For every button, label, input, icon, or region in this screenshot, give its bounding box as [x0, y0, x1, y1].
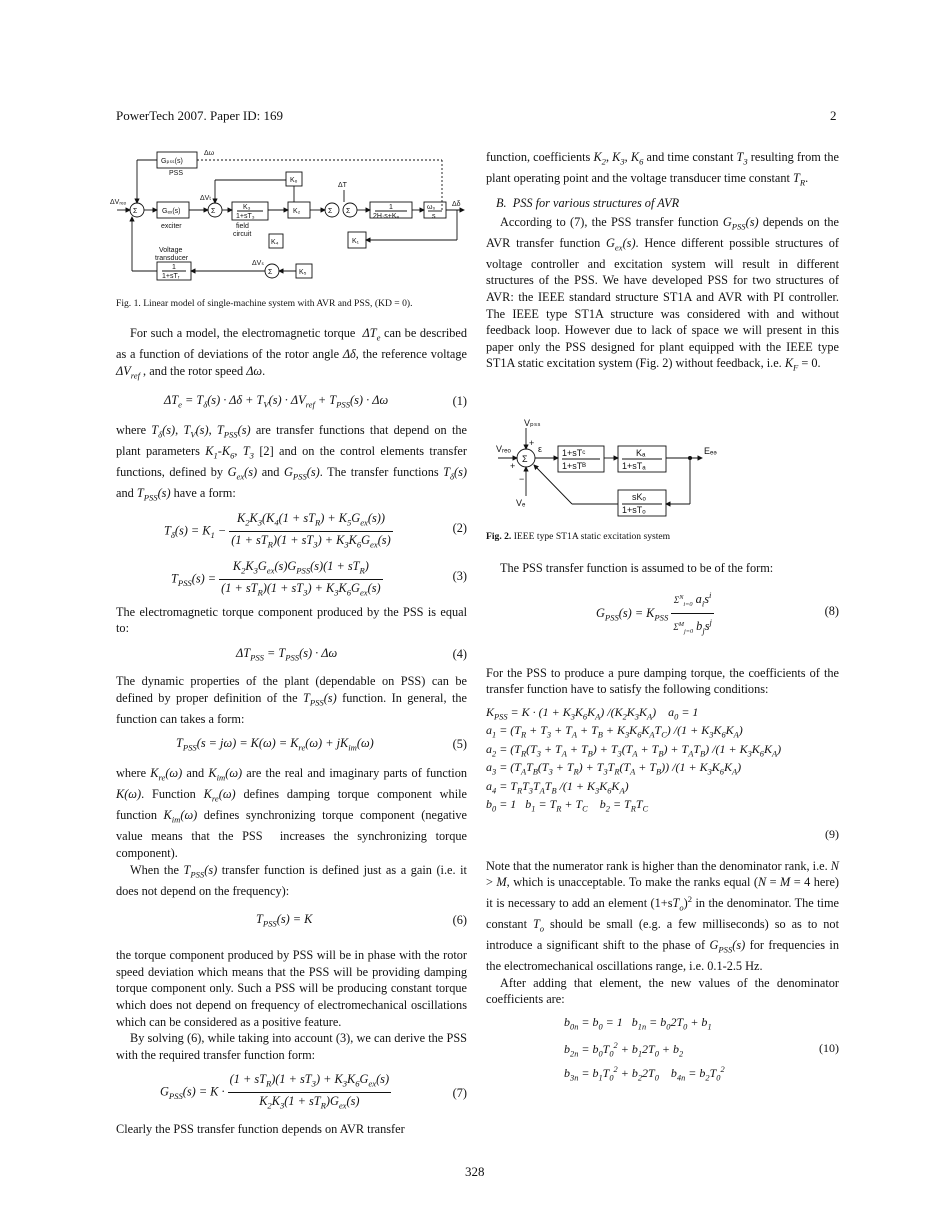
fig1-label-k5: K₅ — [299, 269, 307, 276]
fig1-label-circuit: circuit — [233, 231, 252, 238]
fig2-label-kaden: 1+sTₐ — [622, 461, 646, 471]
paragraph: Clearly the PSS transfer function depends on AVR transfer — [116, 1122, 405, 1137]
fig2-label-lead1: 1+sTᶜ — [562, 448, 586, 458]
section-heading: B. PSS for various structures of AVR — [496, 196, 680, 211]
fig2-label-lead1den: 1+sTᴮ — [562, 461, 586, 471]
paragraph: For the PSS to produce a pure damping torque, the coefficients of the transfer function have to satisfy the following conditions: — [486, 665, 839, 697]
fig1-label-k3: K₃ — [243, 204, 251, 211]
paragraph: Note that the numerator rank is higher than the denominator rank, i.e. N > M, which is unacceptable. To make the ranks equal (N = M = 4 here) it is necessary to add an element $(1+sT_o)^2$ in the denominator. The time constant $T_o$ should be small (e.g. a few milliseconds) so as to not introduce a significant shift to the phase of $G_{PSS}(s)$ for frequencies in the electromechanical oscillations range, i.e. 0.1-2.5 Hz. — [486, 858, 839, 974]
paragraph: The PSS transfer function is assumed to be of the form: — [500, 561, 774, 575]
fig2-eps: ε — [538, 444, 543, 454]
equation-10: $b_{0n} = b_0 = 1$ $b_{1n} = b_02T_0 + b_1$ $b_{2n} = b_0T_0^2 + b_12T_0 + b_2$ $b_{3n} = b_1T_0^2 + b_22T_0$ $b_{4n} = b_2T_0^2$ (10) — [564, 1014, 839, 1083]
fig1-label-trans1: 1 — [172, 264, 176, 271]
fig1-label-mech: 1 — [389, 204, 393, 211]
paragraph: According to (7), the PSS transfer function $G_{PSS}(s)$ depends on the AVR transfer function $G_{ex}(s)$. Hence different possible structures of voltage controller and excitation system will result in different structures of the PSS. We have developed PSS for two structures of AVR: the IEEE standard structure ST1A and AVR with PI controller. The IEEE type ST1A structure was considered with and without feedback loop. However due to lack of space we will present in this paper only the PSS designed for plant equipped with the IEEE type ST1A static excitation system (Fig. 2) without feedback, i.e. $K_F = 0$. — [486, 214, 839, 373]
fig1-label-transden: 1+sTᵣ — [162, 273, 180, 280]
fig2-label-vpss: Vₚₛₛ — [524, 418, 541, 428]
right-column — [486, 149, 839, 376]
equation-8: $G_{PSS}(s) = K_{PSS}$ $\frac{\Sigma^N_{i=0} a_is^i}{\Sigma^M_{j=0} b_js^j}$ (8) — [486, 577, 839, 665]
fig1-label-field: field — [236, 223, 249, 230]
fig2-plus1: + — [529, 438, 535, 448]
page-number-header: 2 — [830, 108, 837, 123]
fig1-label-k1: K₁ — [352, 238, 360, 245]
fig2-sum: Σ — [522, 454, 528, 464]
fig2-label-skfden: 1+sTₒ — [622, 505, 646, 515]
equation-2: $T_\delta(s) = K_1$ − $\frac{K_2K_3(K_4(1 + sT_R) + K_5G_{ex}(s))}{(1 + sT_R)(1 + sT_3) + K_3K_6G_{ex}(s)}$ (2) — [164, 510, 467, 550]
fig1-sum1: Σ — [133, 208, 138, 215]
fig1-sum5: Σ — [268, 269, 273, 276]
fig1-label-k2: K₂ — [293, 208, 301, 215]
fig1-label-mechden: 2H·s+Kₑ — [373, 213, 400, 220]
running-header: PowerTech 2007. Paper ID: 169 — [116, 108, 283, 123]
right-column-lower — [486, 560, 839, 1094]
equation-6: $T_{PSS}(s) = K$ (6) — [256, 912, 467, 929]
fig1-label-dvref: ΔVᵣₑₒ — [110, 199, 127, 206]
equation-4: $\Delta T_{PSS} = T_{PSS}(s) \cdot \Delta\omega$ (4) — [236, 646, 467, 663]
equation-7: $G_{PSS}(s) = K$ · $\frac{(1 + sT_R)(1 + sT_3) + K_3K_6G_{ex}(s)}{K_2K_3(1 + sT_R)G_{ex}(s)}$ (7) — [160, 1072, 467, 1111]
equation-1: $\Delta T_e = T_\delta(s) \cdot \Delta\delta + T_V(s) \cdot \Delta V_{ref} + T_{PSS}(s) \cdot \Delta\omega$ (1) — [164, 392, 467, 410]
fig1-label-k3den: 1+sT₃ — [236, 213, 255, 220]
fig1-sum2: Σ — [211, 208, 216, 215]
paragraph: the torque component produced by PSS will be in phase with the rotor speed deviation which means that the PSS will be providing damping torque component only. Such a PSS will be producing constant torque which does not depend on frequency of electromechanical oscillations which can be considered as a positive feature. — [116, 948, 467, 1029]
equation-3: $T_{PSS}(s)$ = $\frac{K_2K_3G_{ex}(s)G_{PSS}(s)(1 + sT_R)}{(1 + sT_R)(1 + sT_3) + K_3K_6G_{ex}(s)}$ (3) — [171, 558, 467, 598]
paragraph: The electromagnetic torque component produced by the PSS is equal to: — [116, 604, 467, 636]
fig1-label-voltage: Voltage — [159, 247, 183, 254]
left-column — [116, 325, 467, 1138]
fig2-label-ka: Kₐ — [636, 448, 646, 458]
fig1-label-dvt: ΔVₜ — [200, 195, 212, 202]
fig1-label-gex: Gₑₓ(s) — [162, 208, 181, 215]
paragraph: After adding that element, the new values of the denominator coefficients are: — [486, 975, 839, 1007]
fig1-label-omega0: ω₀ — [427, 204, 436, 211]
fig2-label-skf: sKₒ — [632, 492, 646, 502]
fig1-label-ddelta: Δδ — [452, 201, 461, 208]
fig2-caption: Fig. 2. IEEE type ST1A static excitation system — [486, 531, 671, 542]
fig1-label-dvs: ΔVₛ — [252, 260, 264, 267]
fig2-label-ve: Vₑ — [516, 498, 526, 508]
paragraph: By solving (6), while taking into account (3), we can derive the PSS with the required transfer function form: — [116, 1031, 467, 1062]
paragraph: When the $T_{PSS}(s)$ transfer function is defined just as a gain (i.e. it does not depend on the frequency): — [116, 862, 467, 898]
fig1-label-pss: PSS — [169, 170, 184, 177]
paragraph: where $K_{re}(\omega)$ and $K_{im}(\omega)$ are the real and imaginary parts of function K(ω). Function $K_{re}(\omega)$ defines damping torque component while function $K_{im}(\omega)$ defines synchronizing torque component (negative value means that the PSS increases the synchronizing torque component). — [116, 766, 467, 861]
page-footer-number: 328 — [465, 1164, 485, 1179]
fig1-label-domega: Δω — [204, 150, 215, 157]
fig1-label-exciter: exciter — [161, 223, 182, 230]
paragraph: The dynamic properties of the plant (dependable on PSS) can be defined by proper definition of the $T_{PSS}(s)$ function. In general, the function can takes a form: — [116, 674, 467, 726]
fig1-block-diagram — [112, 140, 472, 290]
paragraph: For such a model, the electromagnetic torque $\Delta T_e$ can be described as a function of deviations of the rotor angle Δδ, the reference voltage $\Delta V_{ref}$ , and the rotor speed Δω. — [116, 326, 467, 381]
fig1-label-k4: K₄ — [271, 239, 279, 246]
fig1-label-omega0den: s — [432, 213, 436, 220]
equation-9: $K_{PSS} = K \cdot (1 + K_3K_6K_A)$ $/(K_2K_3K_A)$ $a_0 = 1$ $a_1 = (T_R + T_3 + T_A + T_B + K_3K_6K_AT_C) /(1 + K_3K_6K_A)$ $a_2 = (T_R(T_3 + T_A + T_B) + T_3(T_A + T_B) + T_AT_B) /(1 + K_3K_6K_A)$ $a_3 = (T_AT_B(T_3 + T_R) + T_3T_R(T_A + T_B)) /(1 + K_3K_6K_A)$ $a_4 = T_RT_3T_AT_B$ $/(1 + K_3K_6K_A)$ $b_0 = 1$ $b_1 = T_R + T_C$ $b_2 = T_RT_C$ (9) — [486, 704, 839, 841]
fig1-label-gpss: Gₚₛₛ(s) — [161, 158, 183, 165]
paragraph: function, coefficients $K_2$, $K_3$, $K_6$ and time constant $T_3$ resulting from the plant operating point and the voltage transducer time constant $T_R$. — [486, 150, 839, 188]
fig1-label-dt: ΔT — [338, 182, 347, 189]
fig2-minus: − — [519, 474, 525, 484]
fig2-plus2: + — [510, 461, 516, 471]
fig1-sum3: Σ — [328, 208, 333, 215]
paragraph: where $T_\delta(s)$, $T_V(s)$, $T_{PSS}(s)$ are transfer functions that depend on the plant parameters $K_1-K_6$, $T_3$ [2] and on the control elements transfer functions, defined by $G_{ex}(s)$ and $G_{PSS}(s)$. The transfer functions $T_\delta(s)$ and $T_{PSS}(s)$ have a form: — [116, 422, 468, 503]
fig2-label-efd: Eₑₔ — [704, 446, 717, 456]
fig2-label-vref: Vᵣₑₒ — [496, 444, 511, 454]
fig2-block-diagram — [494, 416, 724, 526]
equation-5: $T_{PSS}(s = j\omega) = K(\omega) = K_{re}(\omega) + jK_{im}(\omega)$ (5) — [176, 736, 467, 753]
fig1-label-transducer: transducer — [155, 255, 189, 262]
fig1-label-k6: K₆ — [290, 177, 298, 184]
fig1-sum4: Σ — [346, 208, 351, 215]
fig1-caption: Fig. 1. Linear model of single-machine system with AVR and PSS, (KD = 0). — [116, 298, 413, 309]
